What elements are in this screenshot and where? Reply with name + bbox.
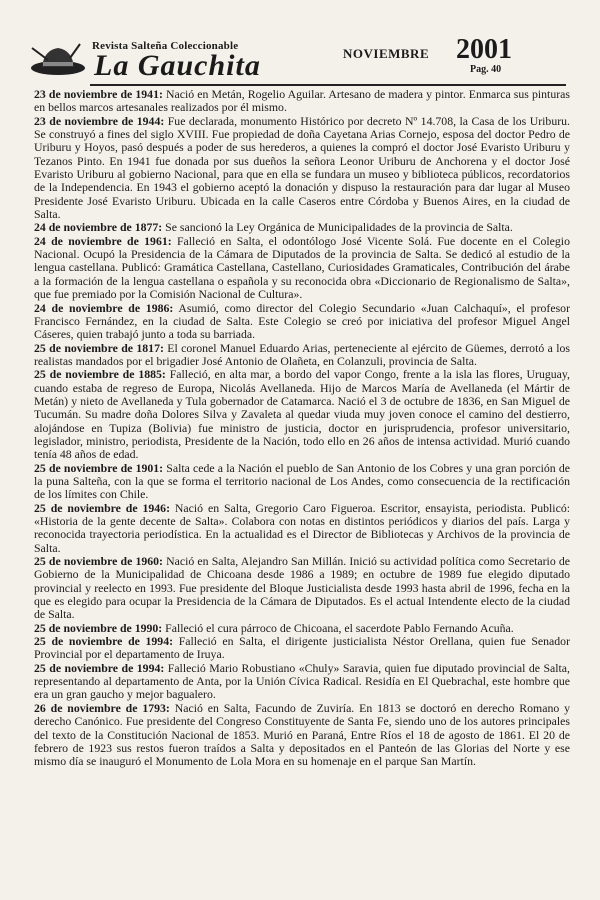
issue-month: NOVIEMBRE (343, 46, 430, 61)
entry-date: 25 de noviembre de 1994: (34, 660, 165, 675)
entry-text: Falleció, en alta mar, a bordo del vapor Congo, frente a la isla las flores, Uruguay, cuando estaba de regreso de Europa, Nicolás Avellaneda. Hijo de Marcos María de Avellaneda (el Mártir de Metán) y nieto de Avellaneda y Tula gobernador de Catamarca. Nació el 3 de octubre de 1836, en San Miguel de Tucumán. Su madre doña Dolores Silva y Zavaleta al quedar viuda muy joven conoce el camino del destierro, alojándose en Tupiza (Bolivia) fue ministro de justicia, doctor en jurisprudencia, profesor universitario, legislador, ministro, periodista, Presidente de la Nación, todo ello en 26 años de intensa actividad. Murió cuando tenía 48 años de edad. (34, 367, 570, 462)
chronology-entry (34, 555, 570, 622)
entry-date: 24 de noviembre de 1877: (34, 220, 163, 235)
page-number: Pag. 40 (470, 64, 502, 75)
entry-date: 25 de noviembre de 1946: (34, 500, 171, 515)
header-rule (90, 84, 566, 86)
chronology-entry (34, 302, 570, 342)
entry-date: 26 de noviembre de 1793: (34, 700, 170, 715)
chronology-entry (34, 502, 570, 555)
entry-text: Asumió, como director del Colegio Secundario «Juan Calchaquí», el profesor Francisco Fernández, en la ciudad de Salta. Este Colegio se creó por iniciativa del profesor Miguel Angel Cáseres, quien trabajó junto a toda su barriada. (34, 300, 570, 342)
entry-text: Nació en Salta, Alejandro San Millán. Inició su actividad política como Secretario de Gobierno de la Municipalidad de Chicoana desde 1986 a 1989; en octubre de 1989 fue elegido diputado provincial y reelecto en 1993. Fue presidente del Bloque Justicialista desde 1993 hasta abril de 1996, fecha en la que es elegido para ocupar la Presidencia de la Cámara de Diputados. Es el actual Intendente electo de la ciudad de Salta. (34, 554, 570, 622)
entry-text: Se sancionó la Ley Orgánica de Municipalidades de la provincia de Salta. (162, 220, 513, 235)
entry-date: 25 de noviembre de 1990: (34, 620, 163, 635)
chronology-entry (34, 115, 570, 222)
entry-date: 25 de noviembre de 1817: (34, 340, 164, 355)
issue-year: 2001 (456, 34, 512, 65)
chronology-entry (34, 235, 570, 302)
entry-date: 25 de noviembre de 1885: (34, 367, 166, 382)
entry-text: Fue declarada, monumento Histórico por decreto Nº 14.708, la Casa de los Uriburu. Se construyó a fines del siglo XVIII. Fue propiedad de doña Cayetana Arias Cornejo, esposa del doctor Pedro de Uriburu y Hoyos, pasó después a poder de sus herederos, a quienes la compró el doctor José Evaristo Uriburu y Tezanos Pinto. En 1941 fue donada por sus dueños la señora Leonor Uriburu de Anchorena y el doctor José Evaristo Uriburu al gobierno Nacional, para que en ella se fundara un museo y biblioteca públicos, recordatorios de la Independencia. En 1943 el gobierno aceptó la donación y dispuso la restauración para dar lugar al Museo Presidente José Evaristo Uriburu. Ubicada en la calle Caseros entre Córdoba y Buenos Aires, en la ciudad de Salta. (34, 113, 571, 222)
chronology-entry (34, 368, 570, 461)
chronology-entry (34, 221, 570, 234)
chronology-entry (34, 635, 570, 662)
magazine-title: La Gauchita (94, 49, 261, 82)
entry-date: 25 de noviembre de 1901: (34, 460, 164, 475)
chronology-entry (34, 702, 570, 769)
entry-date: 24 de noviembre de 1986: (34, 300, 174, 315)
magazine-header (28, 34, 568, 88)
gaucho-hat-icon (28, 38, 88, 82)
magazine-subtitle: Revista Salteña Coleccionable (92, 40, 239, 52)
entry-date: 23 de noviembre de 1944: (34, 113, 165, 128)
chronology-entry (34, 342, 570, 369)
entry-text: Falleció Mario Robustiano «Chuly» Saravia, quien fue diputado provincial de Salta, representando al departamento de Anta, por la Unión Cívica Radical. Residía en El Quebrachal, este hombre que era un gran gaucho y mejor bagualero. (34, 660, 570, 702)
entry-text: Falleció en Salta, el dirigente justicialista Néstor Orellana, quien fue Senador Provincial por el departamento de Iruya. (34, 634, 570, 662)
entry-text: Nació en Metán, Rogelio Aguilar. Artesano de madera y pintor. Enmarca sus pinturas en bellos marcos artesanales realizados por él mismo. (34, 87, 570, 115)
entry-date: 23 de noviembre de 1941: (34, 87, 163, 101)
chronology-entry (34, 462, 570, 502)
entry-date: 24 de noviembre de 1961: (34, 233, 172, 248)
entry-text: Nació en Salta, Facundo de Zuviría. En 1813 se doctoró en derecho Romano y derecho Canónico. Fue presidente del Congreso Constituyente de Santa Fe, siendo uno de los autores principales del texto de la Constitución Nacional de 1853. Murió en Paraná, Entre Ríos el 18 de agosto de 1861. El 20 de febrero de 1923 sus restos fueron traídos a Salta y depositados en el Panteón de las Glorias del Norte y ese mismo día se inauguró el Monumento de Lola Mora en su homenaje en el parque San Martín. (34, 700, 570, 769)
chronology-entry (34, 88, 570, 115)
chronology-entry (34, 662, 570, 702)
entry-date: 25 de noviembre de 1994: (34, 634, 174, 649)
entry-text: Falleció el cura párroco de Chicoana, el sacerdote Pablo Fernando Acuña. (162, 620, 514, 635)
chronology-list (34, 88, 570, 769)
entry-text: Salta cede a la Nación el pueblo de San Antonio de los Cobres y una gran porción de la puna Salteña, con la que se forma el territorio nacional de Los Andes, como consecuencia de la rectificación de los límites con Chile. (34, 460, 570, 502)
entry-text: El coronel Manuel Eduardo Arias, perteneciente al ejército de Güemes, derrotó a los realistas mandados por el brigadier José Antonio de Olañeta, en Colanzuli, provincia de Salta. (34, 340, 570, 368)
chronology-entry (34, 622, 570, 635)
entry-text: Nació en Salta, Gregorio Caro Figueroa. Escritor, ensayista, periodista. Publicó: «Historia de la gente decente de Salta». Colabora con notas en distintos periódicos y diarios del país. Larga y reconocida trayectoria periodística. En la actualidad es el Director de Bibliotecas y Archivos de la provincia de Salta. (34, 500, 570, 555)
entry-text: Falleció en Salta, el odontólogo José Vicente Solá. Fue docente en el Colegio Nacional. Ocupó la Presidencia de la Cámara de Diputados de la provincia de Salta. Se dedicó al estudio de la lengua castellana. Publicó: Gramática Castellana, Castellano, Curiosidades Gramaticales, Contribución del árabe a la formación de la lengua castellana o española y su reconocida obra «Diccionario de Regionalismo de Salta», que fue premiado por la Comisión Nacional de Cultura». (34, 233, 570, 302)
entry-date: 25 de noviembre de 1960: (34, 554, 163, 569)
